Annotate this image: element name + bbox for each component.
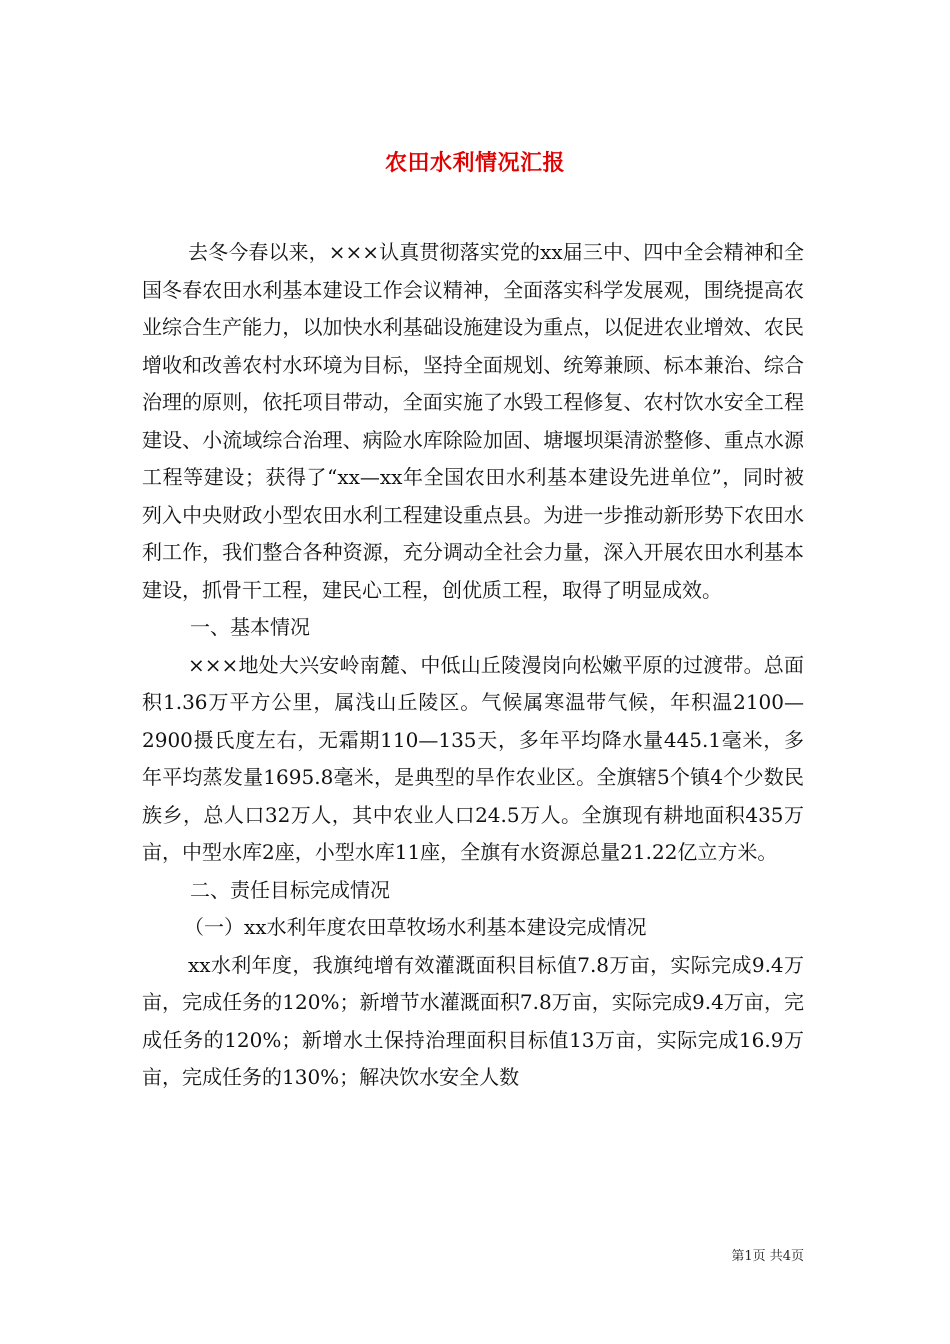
basic-situation-paragraph: ×××地处大兴安岭南麓、中低山丘陵漫岗向松嫩平原的过渡带。总面积1.36万平方公里，属浅山丘陵区。气候属寒温带气候，年积温2100—2900摄氏度左右，无霜期110—135天，多年平均降水量445.1毫米，多年平均蒸发量1695.8毫米，是典型的旱作农业区。全旗辖5个镇4个少数民族乡，总人口32万人，其中农业人口24.5万人。全旗现有耕地面积435万亩，中型水库2座，小型水库11座，全旗有水资源总量21.22亿立方米。	[142, 652, 804, 864]
section-heading-target-completion: 二、责任目标完成情况	[190, 877, 390, 902]
document-body	[142, 234, 804, 1097]
intro-paragraph: 去冬今春以来，×××认真贯彻落实党的xx届三中、四中全会精神和全国冬春农田水利基本建设工作会议精神，全面落实科学发展观，围绕提高农业综合生产能力，以加快水利基础设施建设为重点，以促进农业增效、农民增收和改善农村水环境为目标，坚持全面规划、统筹兼顾、标本兼治、综合治理的原则，依托项目带动，全面实施了水毁工程修复、农村饮水安全工程建设、小流域综合治理、病险水库除险加固、塘堰坝渠清淤整修、重点水源工程等建设；获得了“xx—xx年全国农田水利基本建设先进单位”，同时被列入中央财政小型农田水利工程建设重点县。为进一步推动新形势下农田水利工作，我们整合各种资源，充分调动全社会力量，深入开展农田水利基本建设，抓骨干工程，建民心工程，创优质工程，取得了明显成效。	[142, 240, 804, 602]
subsection-heading-construction: （一）xx水利年度农田草牧场水利基本建设完成情况	[184, 915, 647, 939]
document-title: 农田水利情况汇报	[384, 149, 565, 176]
section-heading-basic-situation: 一、基本情况	[190, 615, 310, 639]
page-number-footer: 第1页 共4页	[731, 1249, 804, 1264]
construction-paragraph: xx水利年度，我旗纯增有效灌溉面积目标值7.8万亩，实际完成9.4万亩，完成任务的120%；新增节水灌溉面积7.8万亩，实际完成9.4万亩，完成任务的120%；新增水土保持治理面积目标值13万亩，实际完成16.9万亩，完成任务的130%；解决饮水安全人数	[142, 952, 804, 1089]
